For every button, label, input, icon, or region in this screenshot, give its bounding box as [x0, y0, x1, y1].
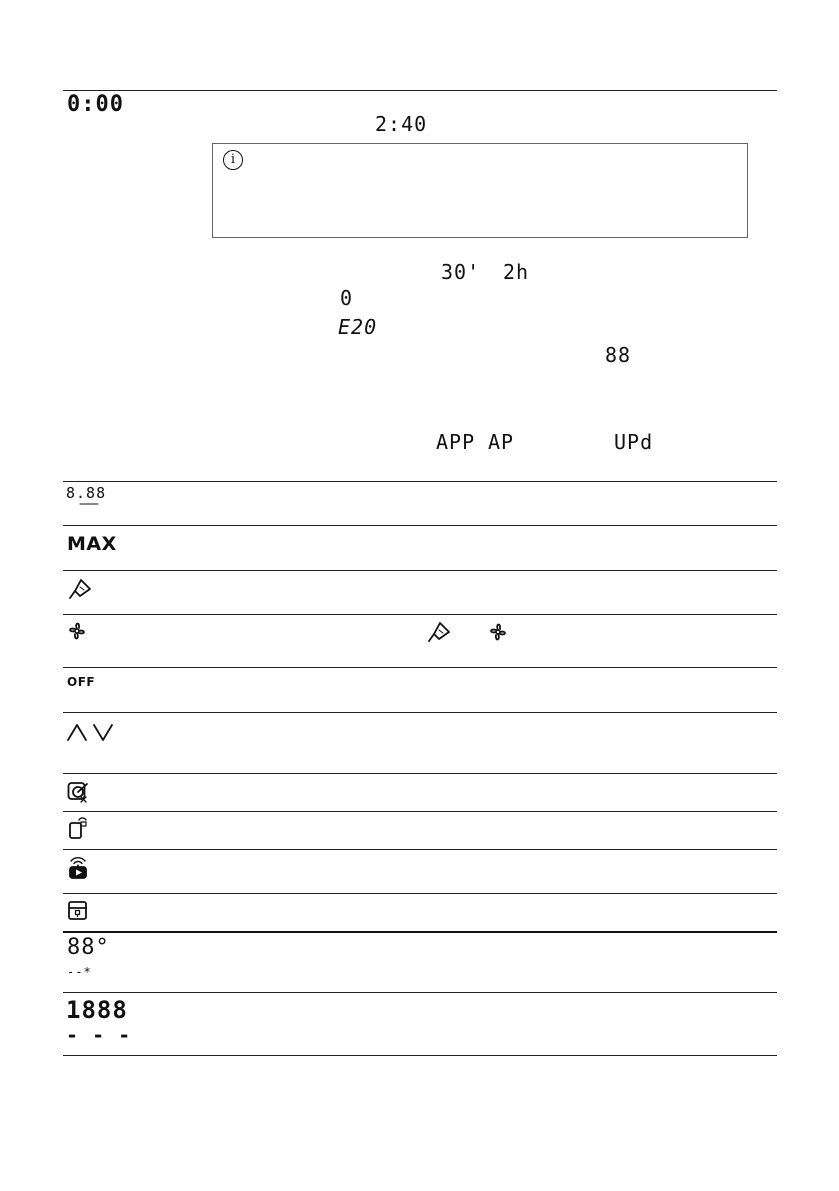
info-note-box	[212, 143, 748, 238]
table-rule	[63, 931, 777, 933]
remote-play-icon	[67, 855, 89, 879]
off-icon: OFF	[67, 675, 96, 689]
table-rule	[63, 712, 777, 713]
fan-icon	[66, 620, 88, 642]
update-code-display: UPd	[614, 430, 654, 454]
table-rule	[63, 667, 777, 668]
error-code-display: E20	[338, 315, 378, 339]
max-icon: MAX	[67, 533, 117, 555]
zero-display: 0	[340, 286, 354, 310]
delay-min-display: 30'	[441, 260, 481, 284]
info-icon: i	[223, 150, 243, 170]
table-rule	[63, 570, 777, 571]
table-rule	[63, 811, 777, 812]
timer-segment-icon: 1888 - - -	[66, 996, 132, 1047]
phone-connect-icon	[68, 817, 90, 839]
up-down-arrows-icon	[66, 721, 116, 743]
delay-max-display: 2h	[503, 260, 530, 284]
table-top-rule	[63, 90, 777, 91]
table-rule	[63, 525, 777, 526]
app-code-display: APP	[436, 430, 476, 454]
time-zero-display: 0:00	[67, 92, 124, 117]
table-rule	[63, 849, 777, 850]
table-rule	[63, 893, 777, 894]
time-example-display: 2:40	[375, 112, 428, 136]
fan-icon	[487, 621, 509, 643]
table-bottom-rule	[63, 1055, 777, 1056]
filter-icon	[66, 577, 94, 601]
two-digit-display: 88	[605, 343, 632, 367]
ap-code-display: AP	[488, 430, 515, 454]
lock-icon	[67, 900, 89, 922]
table-rule	[63, 481, 777, 482]
filter-icon	[425, 620, 453, 644]
table-rule	[63, 614, 777, 615]
segment-888-icon: 8.88	[66, 484, 107, 502]
temperature-icon: 88° --*	[67, 935, 110, 979]
auto-mode-icon	[67, 781, 89, 803]
table-rule	[63, 773, 777, 774]
table-rule	[63, 992, 777, 993]
